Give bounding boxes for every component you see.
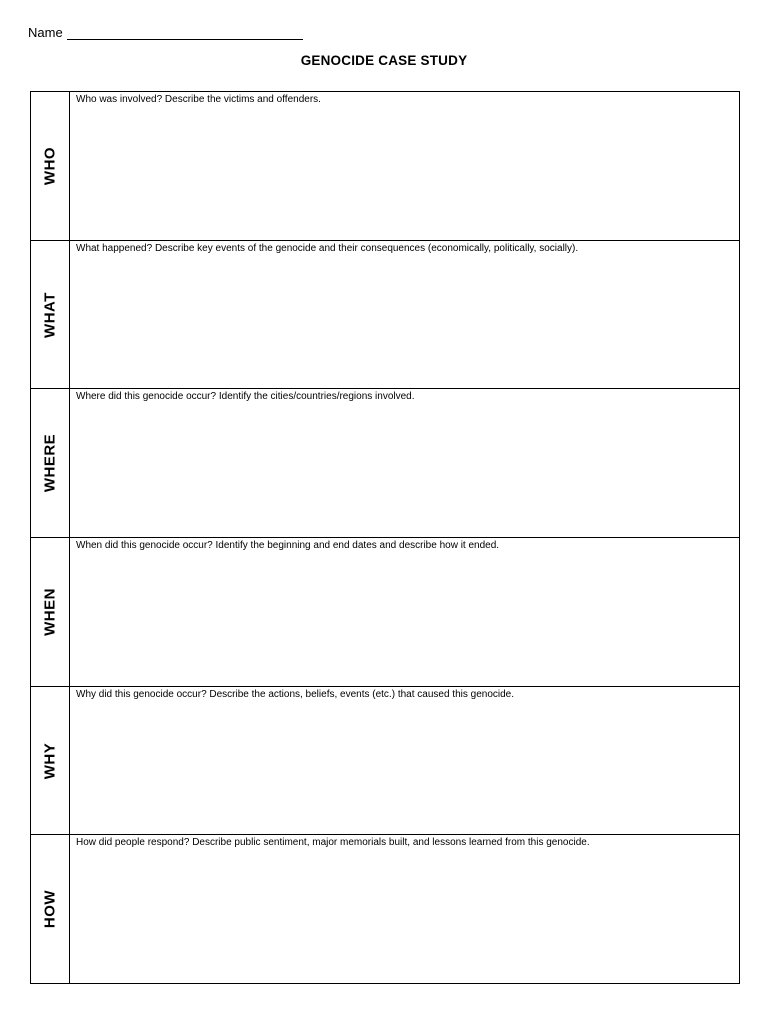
row-prompt: What happened? Describe key events of the genocide and their consequences (economically, politically, socially). xyxy=(76,242,579,254)
answer-area-what[interactable] xyxy=(70,241,739,389)
answer-area-why[interactable] xyxy=(70,687,739,835)
page-title: GENOCIDE CASE STUDY xyxy=(300,53,468,68)
row-why xyxy=(31,687,739,836)
name-label: Name xyxy=(28,25,63,40)
row-what xyxy=(31,241,739,390)
row-label-cell xyxy=(31,835,70,983)
row-prompt: Where did this genocide occur? Identify the cities/countries/regions involved. xyxy=(76,391,415,403)
row-where xyxy=(31,389,739,538)
row-label: WHO xyxy=(41,146,59,185)
row-prompt: Why did this genocide occur? Describe the actions, beliefs, events (etc.) that caused this genocide. xyxy=(76,688,515,700)
row-label-cell xyxy=(31,687,70,835)
row-label: HOW xyxy=(41,890,59,929)
answer-area-where[interactable] xyxy=(70,389,739,537)
row-when xyxy=(31,538,739,687)
answer-area-when[interactable] xyxy=(70,538,739,686)
row-label: WHAT xyxy=(41,291,59,338)
answer-area-how[interactable] xyxy=(70,835,739,983)
row-prompt: Who was involved? Describe the victims and offenders. xyxy=(76,94,321,105)
row-who xyxy=(31,92,739,241)
name-blank-line[interactable] xyxy=(67,25,303,40)
row-prompt: When did this genocide occur? Identify the beginning and end dates and describe how it ended. xyxy=(76,540,500,552)
row-label-cell xyxy=(31,538,70,686)
row-how xyxy=(31,835,739,983)
row-label-cell xyxy=(31,389,70,537)
row-label: WHERE xyxy=(41,434,59,493)
row-prompt: How did people respond? Describe public sentiment, major memorials built, and lessons learned from this genocide. xyxy=(76,837,590,849)
name-field xyxy=(28,25,303,40)
row-label-cell xyxy=(31,241,70,389)
row-label-cell xyxy=(31,92,70,240)
row-label: WHEN xyxy=(41,587,59,636)
row-label: WHY xyxy=(41,742,59,779)
case-study-table xyxy=(30,91,740,984)
answer-area-who[interactable] xyxy=(70,92,739,240)
